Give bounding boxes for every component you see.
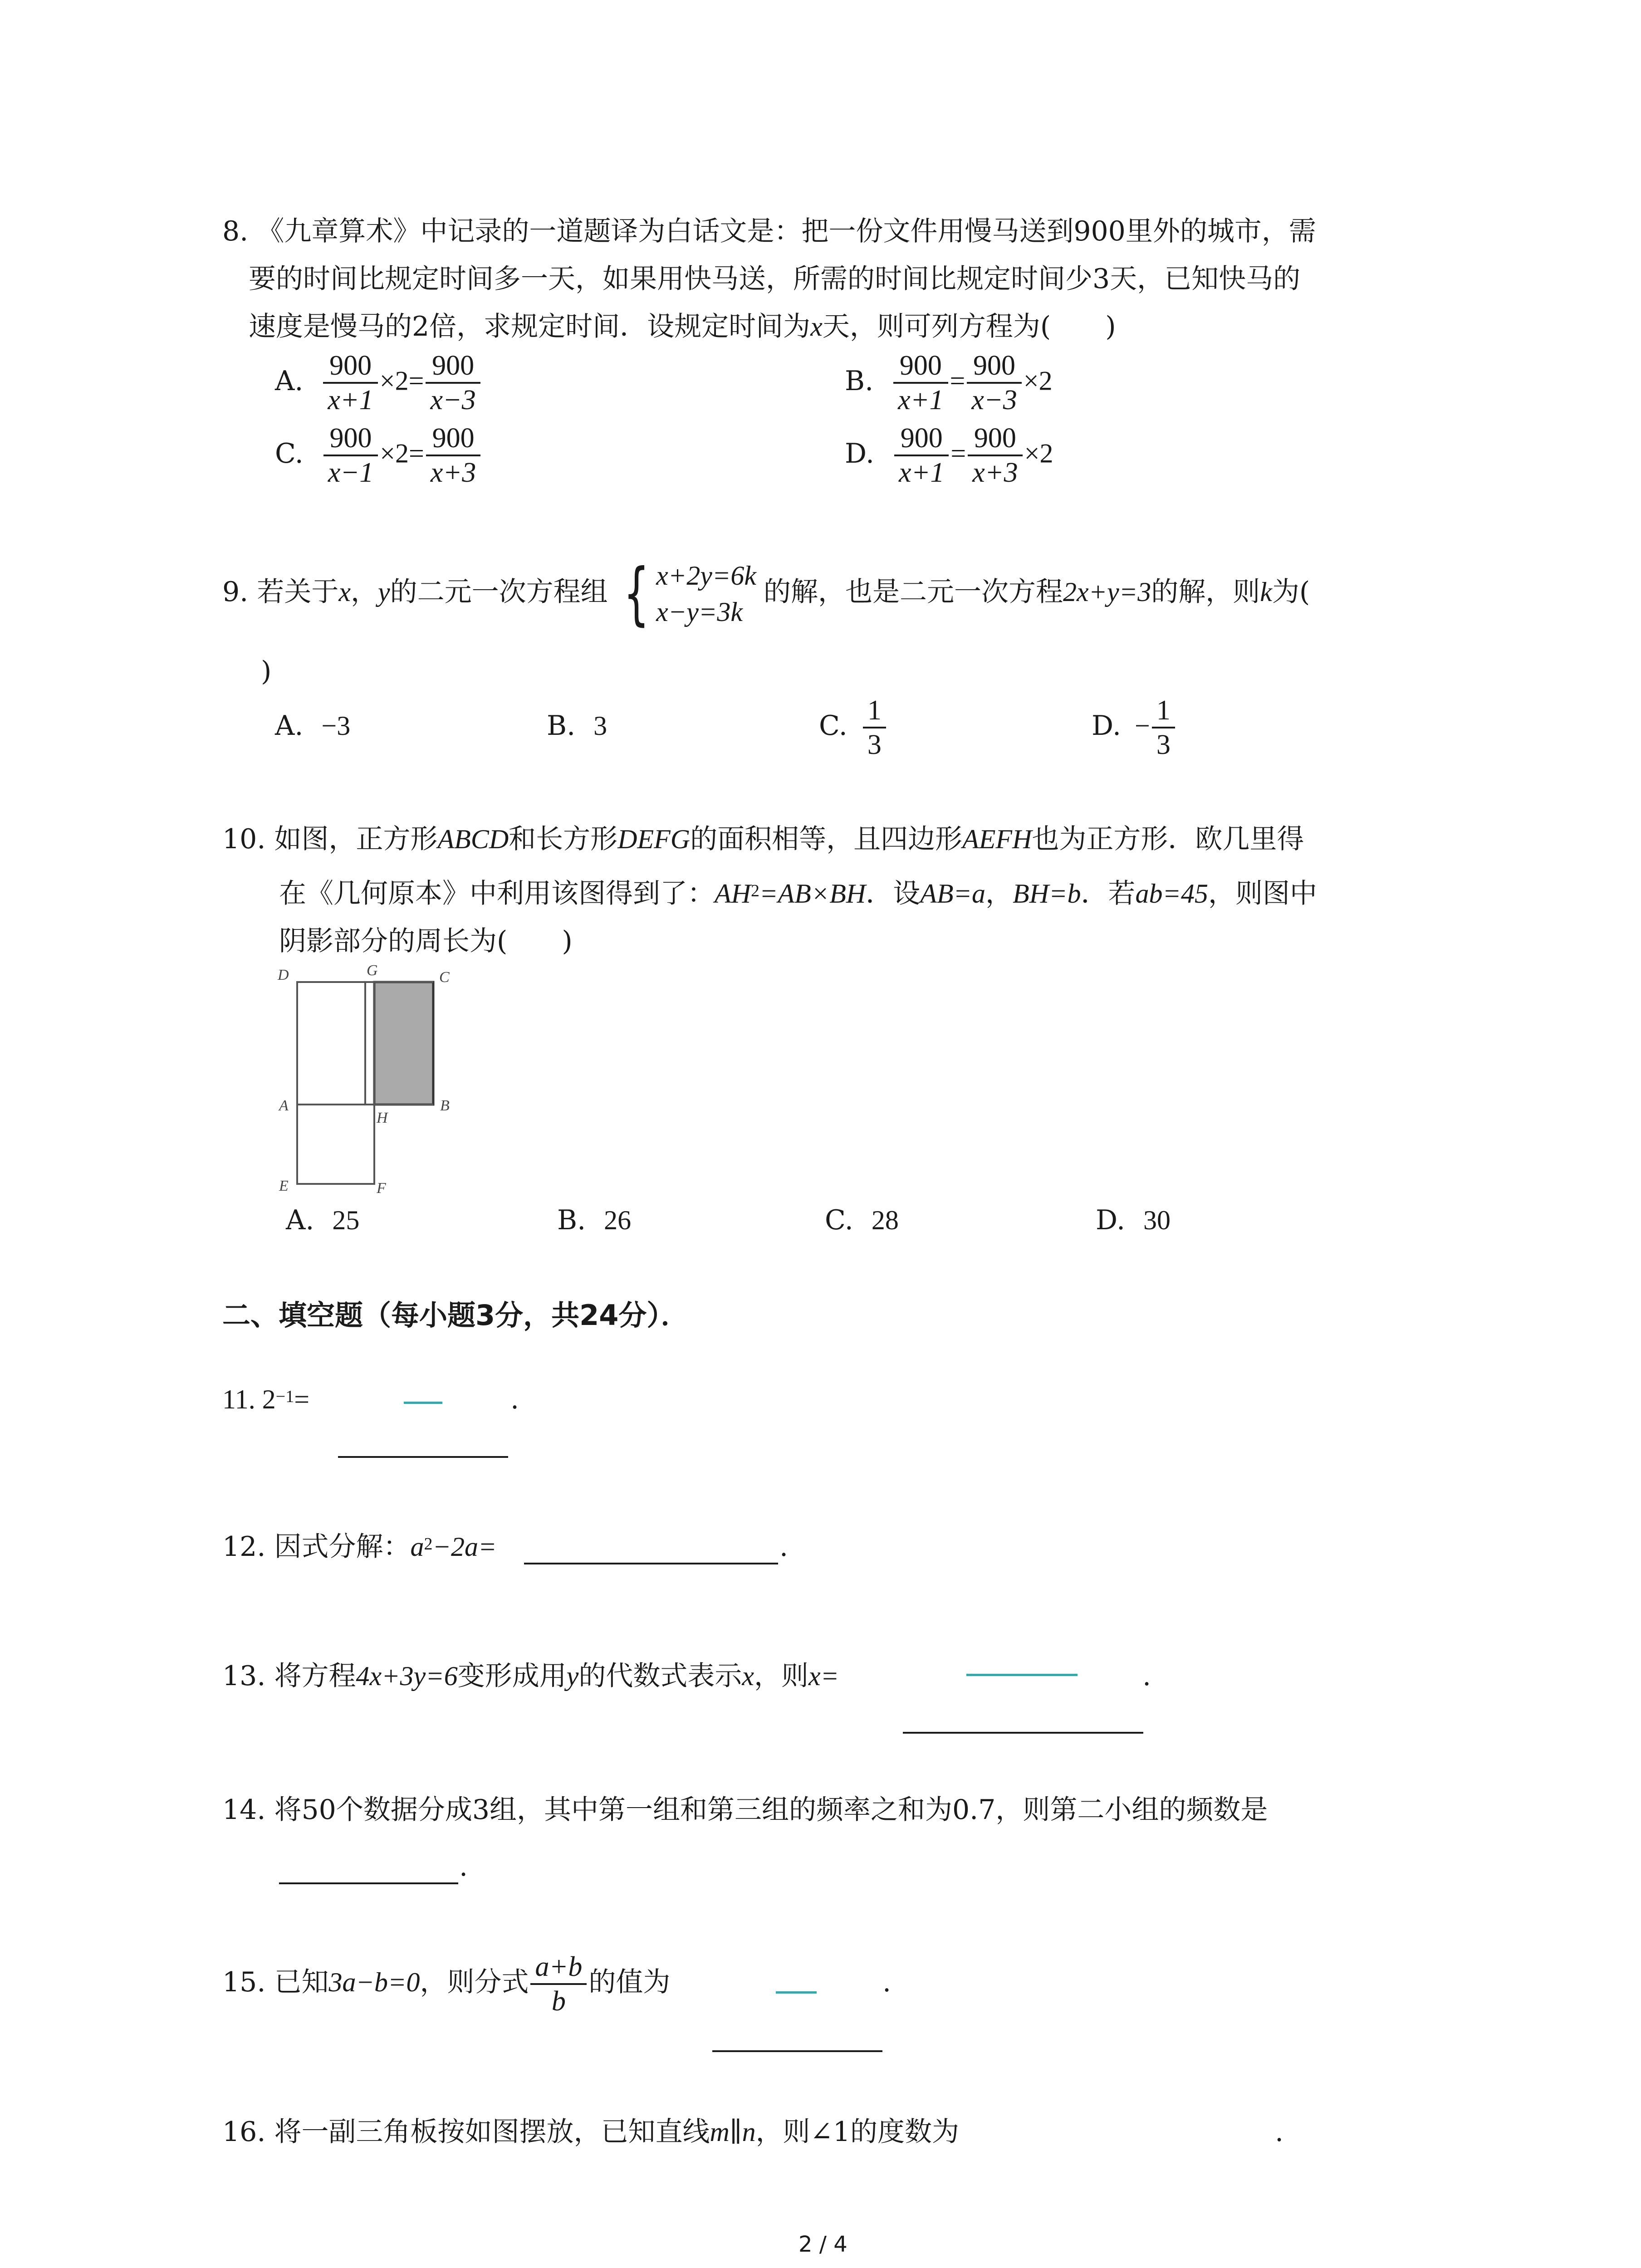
- q9-brace-icon: {: [623, 554, 650, 634]
- q9-line2: ): [261, 655, 272, 687]
- q10-line3: 阴影部分的周长为( ): [279, 925, 573, 957]
- q12-answer-blank[interactable]: [524, 1563, 778, 1564]
- q8-option-c: C. $\frac{900}{x-1}$ ×2= $\frac{900}{x+3}$: [275, 422, 482, 489]
- q14-answer-blank[interactable]: [279, 1882, 458, 1884]
- q11-answer-mark: [404, 1402, 442, 1404]
- label-a: A: [279, 1097, 289, 1114]
- label-h: H: [377, 1110, 388, 1126]
- q11-answer-blank[interactable]: [338, 1456, 508, 1458]
- q10-option-d: D. 30: [1096, 1204, 1171, 1236]
- q16-line: 16. 将一副三角板按如图摆放，已知直线m∥n，则∠1的度数为: [222, 2116, 960, 2148]
- q10-option-a: A. 25: [286, 1204, 360, 1236]
- q11-period: .: [510, 1383, 519, 1415]
- q9-option-b: B. 3: [547, 710, 607, 742]
- square-abcd-left: [297, 982, 365, 1105]
- q9-option-c: C. $\frac{1}{3}$: [819, 689, 888, 762]
- q8-line1: 8. 《九章算术》中记录的一道题译为白话文是：把一份文件用慢马送到900里外的城市，需: [222, 215, 1316, 247]
- q15-answer-mark: [776, 1991, 817, 1994]
- label-e: E: [279, 1178, 289, 1194]
- q10-line1: 10. 如图，正方形ABCD和长方形DEFG的面积相等，且四边形AEFH也为正方形．欧几里得: [222, 823, 1304, 855]
- q8-option-a: A. $\frac{900}{x+1}$ ×2= $\frac{900}{x-3}$: [275, 349, 482, 416]
- q10-option-b: B. 26: [557, 1204, 632, 1236]
- q16-period: .: [1275, 2116, 1284, 2148]
- label-g: G: [367, 962, 378, 979]
- q8-line3: 速度是慢马的2倍，求规定时间．设规定时间为x天，则可列方程为( ): [249, 311, 1116, 342]
- q13-answer-mark: [966, 1674, 1078, 1676]
- q12-line: 12. 因式分解：$a^2-2a=$: [222, 1531, 497, 1563]
- q14-period: .: [459, 1851, 468, 1882]
- q10-option-c: C. 28: [825, 1204, 899, 1236]
- label-b: B: [440, 1097, 450, 1114]
- q15-answer-blank[interactable]: [712, 2050, 882, 2052]
- q8-option-b: B. $\frac{900}{x+1}$ = $\frac{900}{x-3}$ ×2: [845, 350, 1053, 415]
- q10-figure: [268, 962, 476, 1207]
- square-aefh-lower: [297, 1105, 374, 1184]
- q15-line: 15. 已知3a−b=0，则分式 $\frac{a+b}{b}$ 的值为: [222, 1951, 671, 2017]
- q8-option-d: D. $\frac{900}{x+1}$ = $\frac{900}{x+3}$ ×2: [845, 423, 1053, 488]
- label-f: F: [377, 1180, 386, 1197]
- section-heading-fill-in: 二、填空题（每小题3分，共24分）．: [222, 1299, 689, 1332]
- page-number: 2 / 4: [798, 2232, 847, 2257]
- q13-period: .: [1142, 1660, 1151, 1692]
- q9-option-d: D. − $\frac{1}{3}$: [1092, 689, 1177, 762]
- q12-period: .: [779, 1531, 789, 1563]
- q13-answer-blank[interactable]: [903, 1732, 1143, 1734]
- label-c: C: [439, 969, 450, 986]
- q14-line: 14. 将50个数据分成3组，其中第一组和第三组的频率之和为0.7，则第二小组的频数是: [222, 1794, 1268, 1826]
- label-d: D: [278, 967, 289, 983]
- q11-line: 11. $2^{-1}=$: [222, 1384, 310, 1414]
- q15-period: .: [882, 1966, 892, 1998]
- q9-option-a: A. −3: [275, 710, 351, 742]
- q9-equation-system: x+2y=6k x−y=3k: [656, 561, 756, 627]
- shaded-rectangle: [374, 982, 433, 1105]
- q9-line1: 9. 若关于x，y的二元一次方程组 { x+2y=6k x−y=3k 的解，也是二元一次方程2x+y=3的解，则k为(: [222, 554, 1310, 634]
- q10-line2: 在《几何原本》中利用该图得到了：$AH^2=AB\times BH$．设AB=a，BH=b．若ab=45，则图中: [279, 878, 1318, 909]
- q13-line: 13. 将方程4x+3y=6变形成用y的代数式表示x，则x=: [222, 1660, 839, 1692]
- q8-line2: 要的时间比规定时间多一天，如果用快马送，所需的时间比规定时间少3天，已知快马的: [249, 263, 1301, 295]
